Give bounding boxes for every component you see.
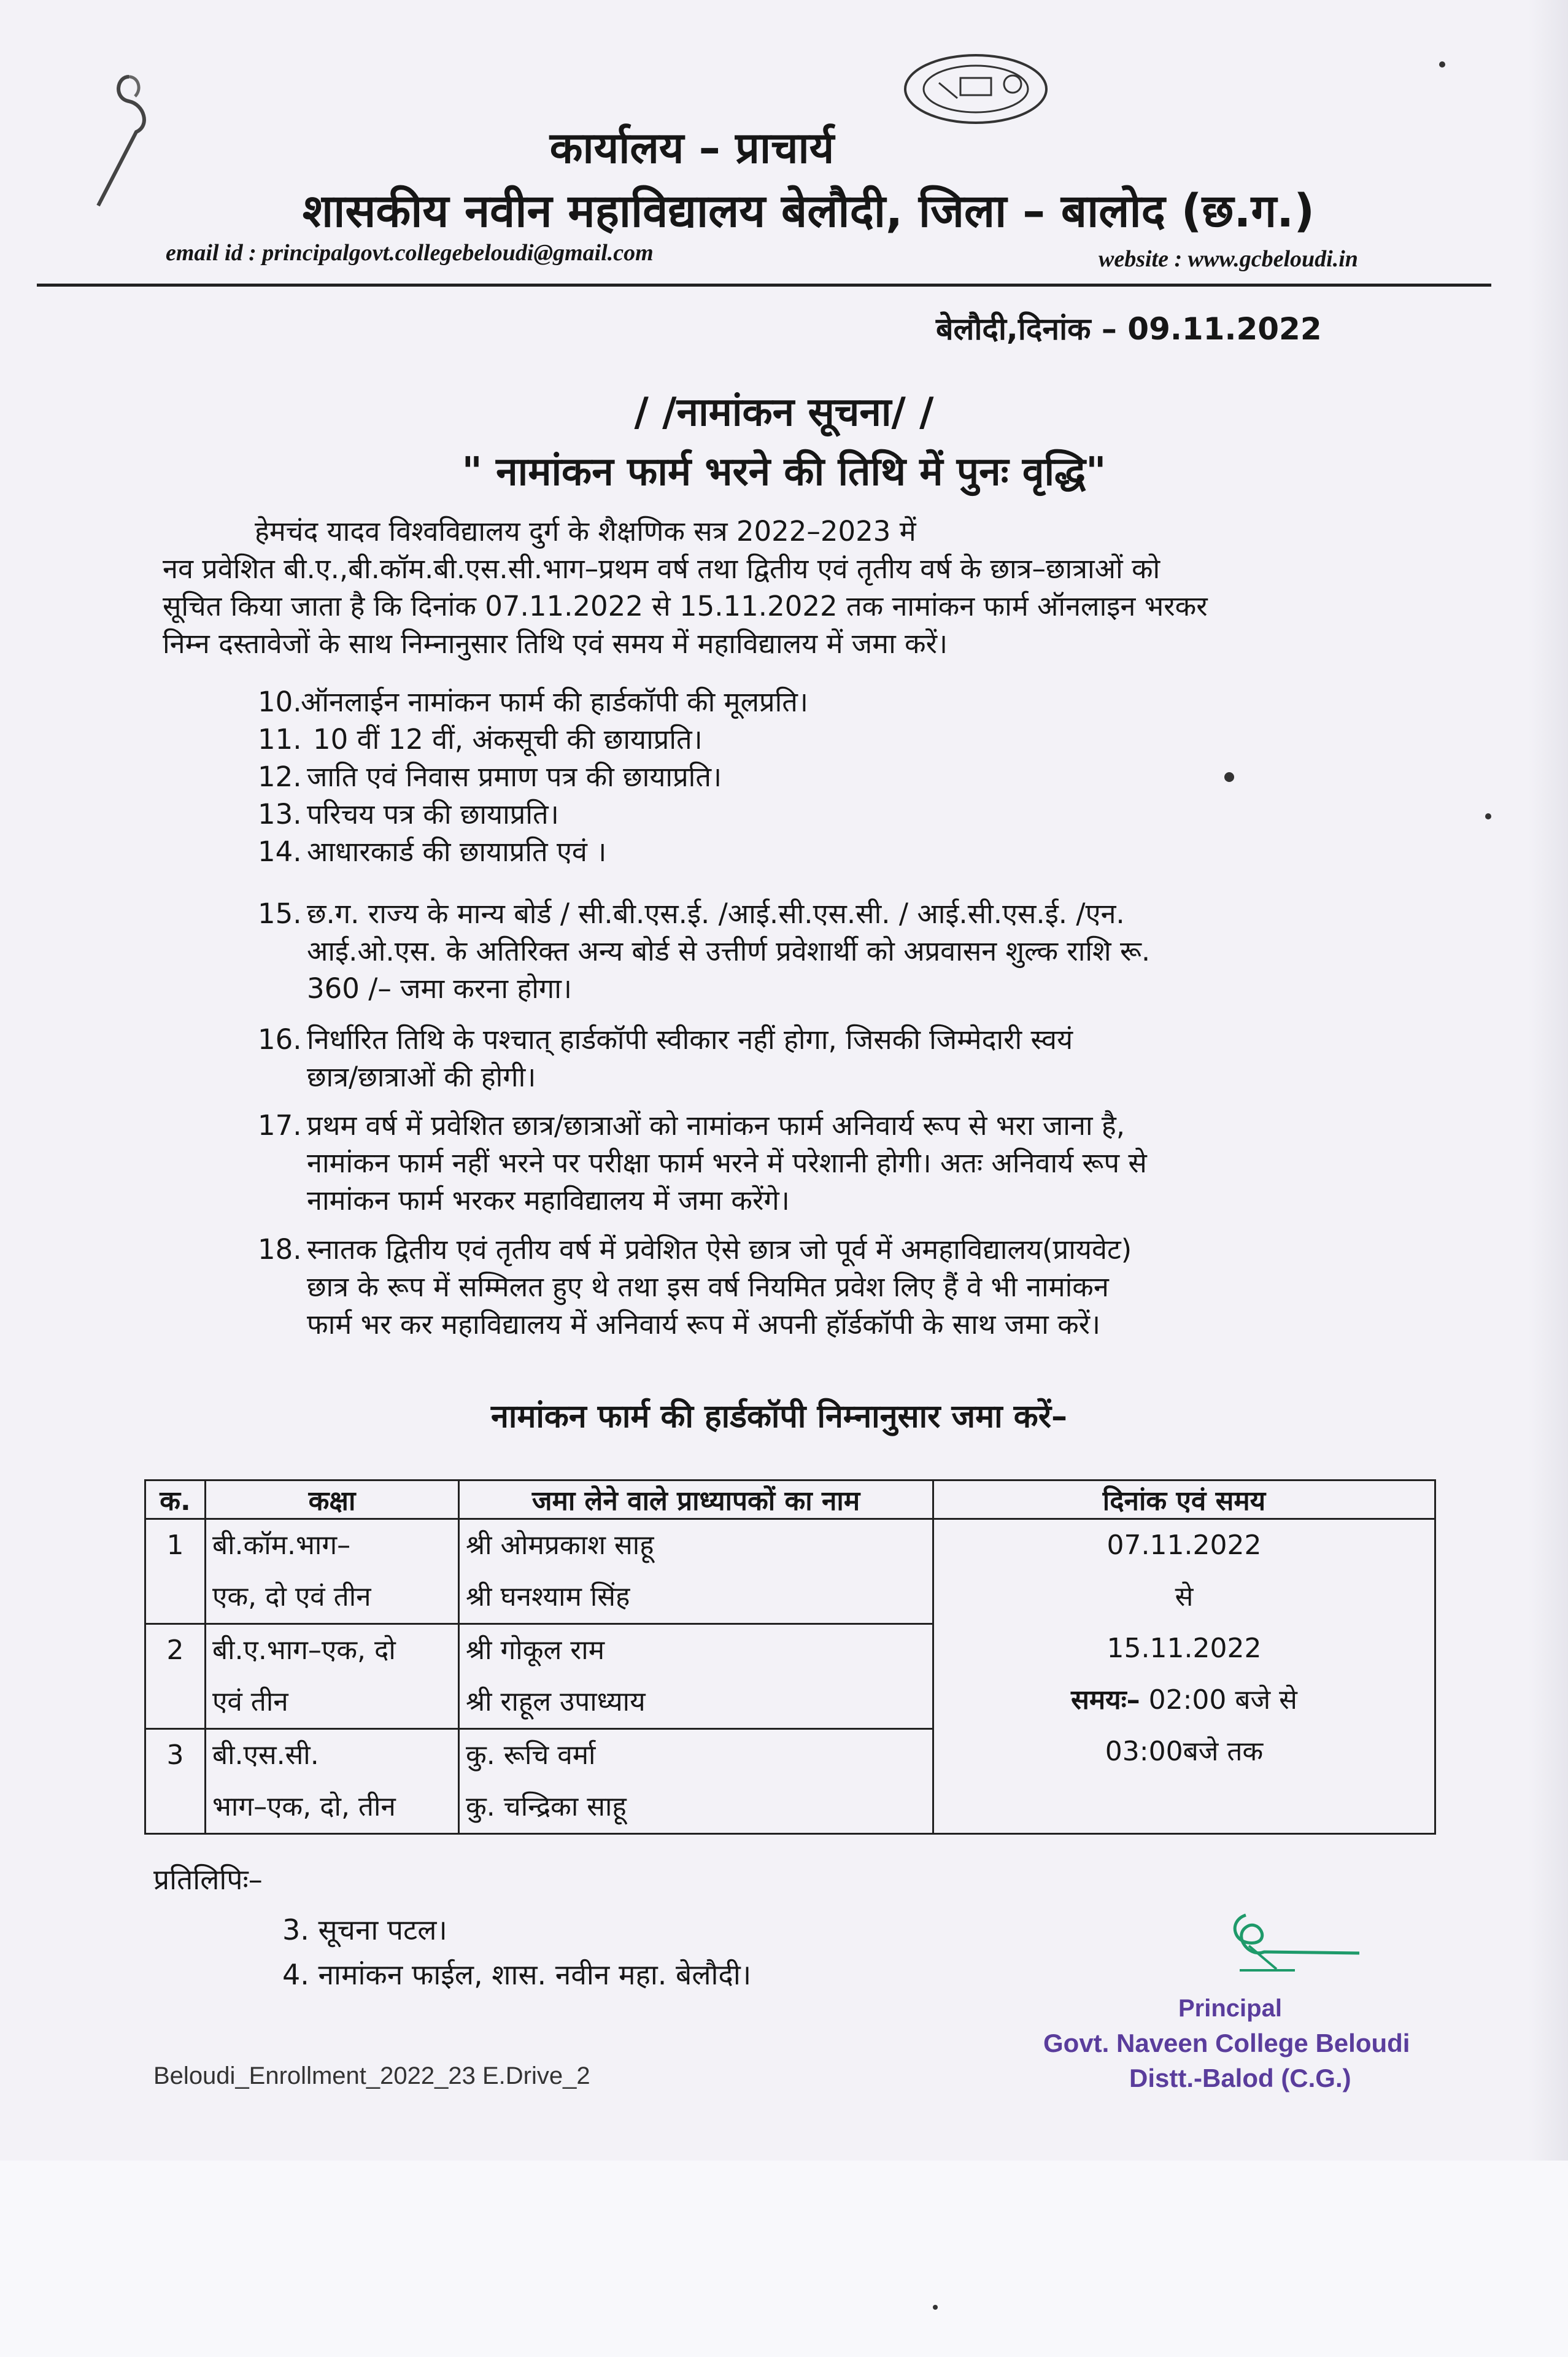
teacher-name: श्री राहूल उपाध्याय xyxy=(466,1686,646,1717)
list-item-text: छात्र/छात्राओं की होगी। xyxy=(307,1061,536,1093)
list-item-text: परिचय पत्र की छायाप्रति। xyxy=(307,798,559,830)
list-item-text: 10 वीं 12 वीं, अंकसूची की छायाप्रति। xyxy=(313,723,703,756)
schedule-to-date: 15.11.2022 xyxy=(1106,1633,1262,1664)
teacher-name: श्री ओमप्रकाश साहू xyxy=(466,1530,654,1561)
class-line: बी.कॉम.भाग– xyxy=(212,1530,351,1561)
table-title: नामांकन फार्म की हार्डकॉपी निम्नानुसार जमा करें– xyxy=(491,1398,1067,1435)
teacher-name: श्री गोकूल राम xyxy=(466,1635,605,1666)
scan-speck xyxy=(1485,813,1491,819)
schedule-cell xyxy=(933,1519,1435,1834)
header-teachers: जमा लेने वाले प्राध्यापकों का नाम xyxy=(459,1480,933,1519)
header-divider xyxy=(37,284,1491,287)
list-item-text: आई.ओ.एस. के अतिरिक्त अन्य बोर्ड से उत्तीर्ण प्रवेशार्थी को अप्रवासन शुल्क राशि रू. xyxy=(307,935,1151,967)
list-item-number: 13. xyxy=(258,798,302,830)
scan-speck xyxy=(1224,772,1234,782)
header-serial: क. xyxy=(145,1480,206,1519)
stamp-line-college: Govt. Naveen College Beloudi xyxy=(1043,2029,1410,2057)
notice-intro xyxy=(163,513,1427,662)
footer-file-name: Beloudi_Enrollment_2022_23 E.Drive_2 xyxy=(153,2062,590,2089)
list-item-text: आधारकार्ड की छायाप्रति एवं । xyxy=(307,835,607,868)
list-item-text: ऑनलाईन नामांकन फार्म की हार्डकॉपी की मूलप्रति। xyxy=(301,686,808,718)
scan-speck xyxy=(1439,61,1445,68)
list-item-number: 16. xyxy=(258,1023,302,1056)
scan-edge xyxy=(1528,0,1568,2357)
list-item-number: 12. xyxy=(258,761,302,793)
row-serial: 2 xyxy=(145,1624,206,1729)
scan-bottom-margin xyxy=(0,2161,1568,2357)
list-item-text: प्रथम वर्ष में प्रवेशित छात्र/छात्राओं को नामांकन फार्म अनिवार्य रूप से भरा जाना है, xyxy=(307,1109,1126,1142)
stamp-line-principal: Principal xyxy=(1178,1995,1282,2022)
row-class xyxy=(206,1519,459,1624)
teacher-name: श्री घनश्याम सिंह xyxy=(466,1581,630,1612)
row-class xyxy=(206,1729,459,1834)
class-line: बी.ए.भाग–एक, दो xyxy=(212,1635,396,1666)
college-website: website : www.gcbeloudi.in xyxy=(1099,246,1358,272)
class-line: बी.एस.सी. xyxy=(212,1740,319,1771)
list-item-number: 18. xyxy=(258,1233,302,1266)
schedule-table xyxy=(144,1479,1436,1835)
copy-to-label: प्रतिलिपिः– xyxy=(153,1863,263,1896)
schedule-from-date: 07.11.2022 xyxy=(1106,1530,1262,1561)
scan-speck xyxy=(933,2305,938,2310)
schedule-time-to: 03:00बजे तक xyxy=(1105,1736,1264,1767)
list-item-text: निर्धारित तिथि के पश्चात् हार्डकॉपी स्वीकार नहीं होगा, जिसकी जिम्मेदारी स्वयं xyxy=(307,1023,1073,1056)
row-serial: 3 xyxy=(145,1729,206,1834)
list-item-number: 17. xyxy=(258,1109,302,1142)
header-date-time: दिनांक एवं समय xyxy=(933,1480,1435,1519)
list-item-text: फार्म भर कर महाविद्यालय में अनिवार्य रूप में अपनी हॉर्डकॉपी के साथ जमा करें। xyxy=(307,1308,1101,1341)
schedule-to-word: से xyxy=(1175,1581,1194,1612)
intro-line: नव प्रवेशित बी.ए.,बी.कॉम.बी.एस.सी.भाग–प्रथम वर्ष तथा द्वितीय एवं तृतीय वर्ष के छात्र–छात्राओं को xyxy=(163,552,1161,585)
college-email: email id : principalgovt.collegebeloudi@gmail.com xyxy=(166,240,654,266)
table-row xyxy=(145,1519,1435,1624)
list-item-number: 10. xyxy=(258,686,302,718)
row-class xyxy=(206,1624,459,1729)
table-header-row xyxy=(145,1480,1435,1519)
principal-signature xyxy=(1221,1909,1369,1983)
notice-heading: / /नामांकन सूचना/ / xyxy=(634,390,934,435)
list-item-text: छ.ग. राज्य के मान्य बोर्ड / सी.बी.एस.ई. /आई.सी.एस.सी. / आई.सी.एस.ई. /एन. xyxy=(307,897,1125,930)
intro-line: हेमचंद यादव विश्वविद्यालय दुर्ग के शैक्षणिक सत्र 2022–2023 में xyxy=(255,515,916,548)
list-item-number: 11. xyxy=(258,723,302,756)
schedule-time xyxy=(940,1674,1428,1726)
copy-to-item: 4. नामांकन फाईल, शास. नवीन महा. बेलौदी। xyxy=(282,1958,752,1991)
list-item-text: नामांकन फार्म भरकर महाविद्यालय में जमा करेंगे। xyxy=(307,1184,790,1217)
teacher-name: कु. चन्द्रिका साहू xyxy=(466,1791,627,1822)
schedule-time-label: समयः– xyxy=(1071,1684,1140,1716)
notice-date: बेलौदी,दिनांक – 09.11.2022 xyxy=(936,311,1322,347)
list-item-text: नामांकन फार्म नहीं भरने पर परीक्षा फार्म भरने में परेशानी होगी। अतः अनिवार्य रूप से xyxy=(307,1147,1147,1179)
college-name: शासकीय नवीन महाविद्यालय बेलौदी, जिला – बालोद (छ.ग.) xyxy=(302,185,1315,238)
class-line: भाग–एक, दो, तीन xyxy=(212,1791,396,1822)
list-item-text: स्नातक द्वितीय एवं तृतीय वर्ष में प्रवेशित ऐसे छात्र जो पूर्व में अमहाविद्यालय(प्रायवेट) xyxy=(307,1233,1132,1266)
list-item-text: जाति एवं निवास प्रमाण पत्र की छायाप्रति। xyxy=(307,761,722,793)
list-item-text: 360 /– जमा करना होगा। xyxy=(307,972,572,1005)
office-title: कार्यालय – प्राचार्य xyxy=(549,123,835,173)
notice-subheading: " नामांकन फार्म भरने की तिथि में पुनः वृद्धि" xyxy=(462,449,1106,495)
intro-line: निम्न दस्तावेजों के साथ निम्नानुसार तिथि एवं समय में महाविद्यालय में जमा करें। xyxy=(163,627,948,660)
row-teachers xyxy=(459,1519,933,1624)
intro-line: सूचित किया जाता है कि दिनांक 07.11.2022 से 15.11.2022 तक नामांकन फार्म ऑनलाइन भरकर xyxy=(163,590,1208,622)
row-serial: 1 xyxy=(145,1519,206,1624)
class-line: एवं तीन xyxy=(212,1686,288,1717)
list-item-number: 14. xyxy=(258,835,302,868)
row-teachers xyxy=(459,1624,933,1729)
class-line: एक, दो एवं तीन xyxy=(212,1581,371,1612)
row-teachers xyxy=(459,1729,933,1834)
teacher-name: कु. रूचि वर्मा xyxy=(466,1740,596,1771)
schedule-time-from: 02:00 बजे से xyxy=(1140,1684,1297,1716)
copy-to-item: 3. सूचना पटल। xyxy=(282,1913,447,1946)
list-item-number: 15. xyxy=(258,897,302,930)
list-item-text: छात्र के रूप में सम्मिलत हुए थे तथा इस वर्ष नियमित प्रवेश लिए हैं वे भी नामांकन xyxy=(307,1271,1109,1303)
stamp-line-district: Distt.-Balod (C.G.) xyxy=(1129,2064,1351,2092)
header-class: कक्षा xyxy=(206,1480,459,1519)
